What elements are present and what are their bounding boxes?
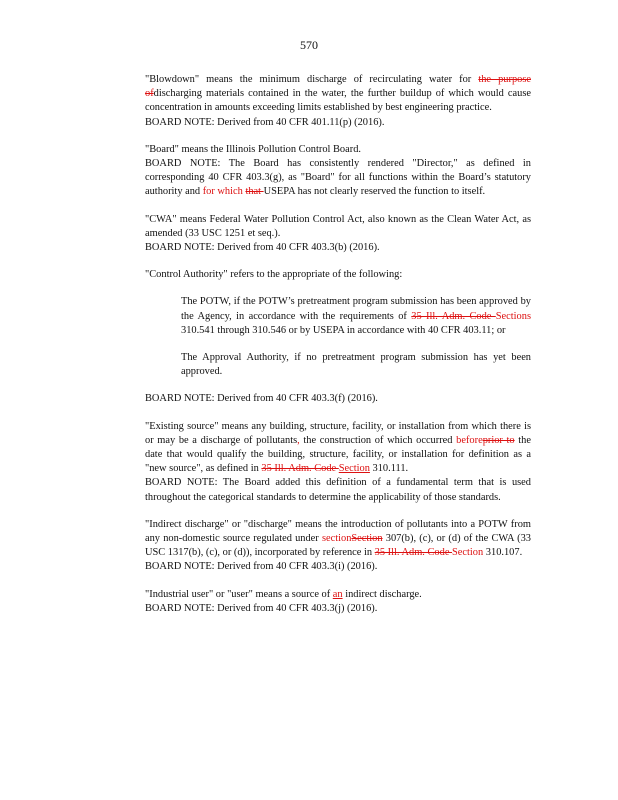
definition-indirect-discharge	[145, 518, 531, 575]
board-note: BOARD NOTE: The Board has consistently rendered "Director," as defined in corresponding 40 CFR 403.3(g), as "Board" for all functions within the Board’s statutory authority and for which that USEPA has not clearly reserved the function to itself.	[145, 158, 531, 198]
deleted-text: the purpose of	[145, 74, 531, 100]
definition-control-authority	[145, 268, 531, 282]
board-note: BOARD NOTE: Derived from 40 CFR 403.3(b) (2016).	[145, 242, 380, 254]
control-authority-item-2	[181, 351, 531, 379]
deleted-text: 35 Ill. Adm. Code	[374, 547, 453, 559]
definition-cwa	[145, 213, 531, 256]
inserted-text: Section	[338, 463, 370, 475]
inserted-text: Sections	[495, 310, 531, 322]
deleted-text: Section	[351, 533, 383, 545]
board-note: BOARD NOTE: Derived from 40 CFR 403.3(j) (2016).	[145, 602, 378, 614]
paragraph: "Blowdown" means the minimum discharge of recirculating water for the purpose ofdischarging materials contained in the water, the further buildup of which would cause concentration in amounts exceeding limits established by best engineering practice.	[145, 74, 531, 114]
board-note: BOARD NOTE: Derived from 40 CFR 403.3(f) (2016).	[145, 393, 378, 405]
document-body	[145, 73, 531, 629]
definition-blowdown	[145, 73, 531, 130]
board-note: BOARD NOTE: Derived from 40 CFR 401.11(p) (2016).	[145, 116, 385, 128]
page-number: 570	[300, 38, 318, 52]
inserted-text: for which	[202, 186, 246, 198]
inserted-text: ,	[297, 434, 300, 446]
definition-industrial-user	[145, 588, 531, 616]
deleted-text: 35 Ill. Adm. Code	[411, 310, 496, 322]
inserted-text: section	[321, 533, 352, 545]
deleted-text: that	[245, 186, 264, 198]
paragraph: "Indirect discharge" or "discharge" means the introduction of pollutants into a POTW from any non-domestic source regulated under sectionSection 307(b), (c), or (d) of the CWA (33 USC 1317(b), (c), or (d)), incorporated by reference in 35 Ill. Adm. Code Section 310.107.	[145, 518, 531, 559]
paragraph: "Board" means the Illinois Pollution Control Board.	[145, 143, 361, 155]
control-authority-item-1	[181, 295, 531, 338]
paragraph: "Existing source" means any building, structure, facility, or installation from which there is or may be a discharge of pollutants, the construction of which occurred beforeprior to the date that would qualify the building, structure, facility, or installation for definition as a "new source", as defined in 35 Ill. Adm. Code Section 310.111.	[145, 420, 531, 475]
paragraph: "Control Authority" refers to the appropriate of the following:	[145, 269, 403, 281]
definition-existing-source	[145, 420, 531, 505]
deleted-text: 35 Ill. Adm. Code	[261, 463, 339, 475]
paragraph: The POTW, if the POTW’s pretreatment program submission has been approved by the Agency, in accordance with the requirements of 35 Ill. Adm. Code Sections 310.541 through 310.546 or by USEPA in accordance with 40 CFR 403.11; or	[181, 296, 531, 336]
paragraph: "Industrial user" or "user" means a source of an indirect discharge.	[145, 588, 422, 600]
paragraph: "CWA" means Federal Water Pollution Control Act, also known as the Clean Water Act, as amended (33 USC 1251 et seq.).	[145, 213, 531, 239]
definition-board	[145, 143, 531, 200]
inserted-text: Section	[452, 547, 484, 559]
deleted-text: prior to	[482, 434, 515, 446]
board-note: BOARD NOTE: Derived from 40 CFR 403.3(i) (2016).	[145, 561, 378, 573]
board-note: BOARD NOTE: The Board added this definition of a fundamental term that is used throughout the categorical standards to determine the applicability of those standards.	[145, 477, 531, 503]
inserted-text: before	[456, 434, 483, 446]
control-authority-note	[145, 392, 531, 406]
paragraph: The Approval Authority, if no pretreatment program submission has yet been approved.	[181, 352, 531, 378]
inserted-text: an	[332, 588, 343, 600]
